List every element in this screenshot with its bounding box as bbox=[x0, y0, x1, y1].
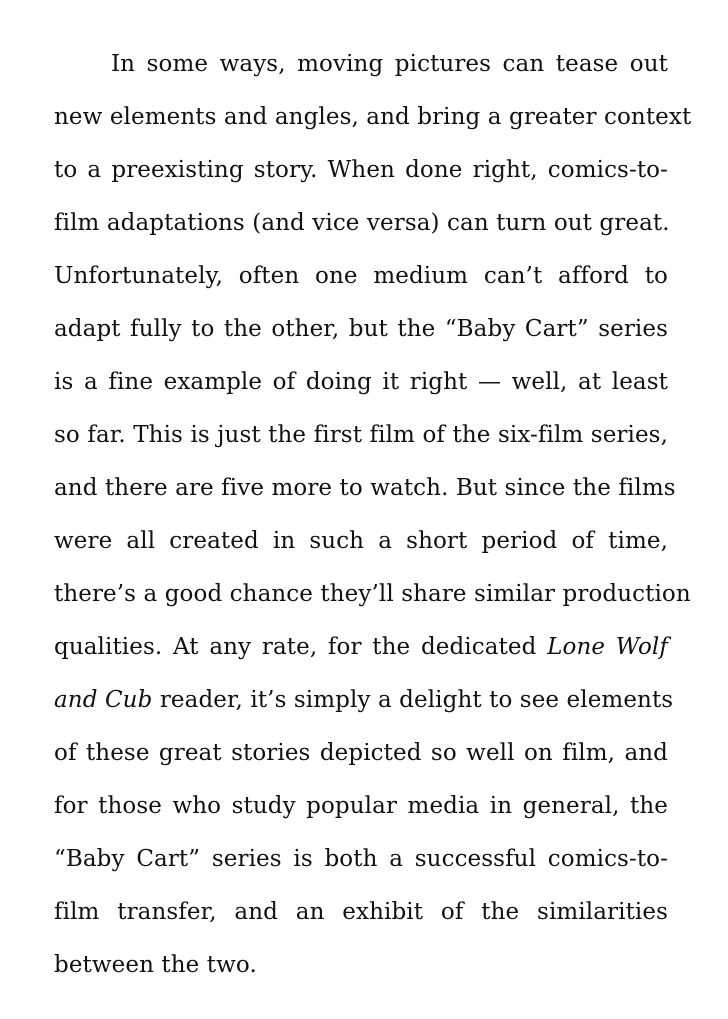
text-line-11: there’s a good chance they’ll share similar production bbox=[54, 581, 691, 607]
text-line-2: new elements and angles, and bring a greater context bbox=[54, 104, 692, 130]
italic-title-lone-wolf: Lone Wolf bbox=[547, 634, 668, 660]
text-line-14: of these great stories depicted so well on film, and bbox=[54, 740, 668, 766]
text-line-4: film adaptations (and vice versa) can turn out great. bbox=[54, 210, 670, 236]
text-line-10: were all created in such a short period of time, bbox=[54, 528, 668, 554]
text-line-13-end: reader, it’s simply a delight to see elements bbox=[159, 687, 674, 713]
text-line-12 bbox=[54, 621, 668, 674]
text-line-12-start: qualities. At any rate, for the dedicated bbox=[54, 634, 537, 660]
text-line-3: to a preexisting story. When done right, comics-to- bbox=[54, 157, 668, 183]
text-line-8: so far. This is just the first film of the six-film series, bbox=[54, 422, 668, 448]
text-line-16: “Baby Cart” series is both a successful comics-to- bbox=[54, 846, 668, 872]
text-line-5: Unfortunately, often one medium can’t afford to bbox=[54, 263, 668, 289]
italic-title-and-cub: and Cub bbox=[54, 687, 153, 713]
text-line-6: adapt fully to the other, but the “Baby Cart” series bbox=[54, 316, 668, 342]
text-line-15: for those who study popular media in general, the bbox=[54, 793, 668, 819]
text-line-18: between the two. bbox=[54, 952, 257, 978]
text-line-9: and there are five more to watch. But since the films bbox=[54, 475, 676, 501]
text-line-1: In some ways, moving pictures can tease out bbox=[111, 51, 668, 77]
text-line-17: film transfer, and an exhibit of the similarities bbox=[54, 899, 668, 925]
body-paragraph bbox=[54, 38, 692, 992]
text-line-7: is a fine example of doing it right — well, at least bbox=[54, 369, 668, 395]
text-line-13 bbox=[54, 674, 674, 727]
